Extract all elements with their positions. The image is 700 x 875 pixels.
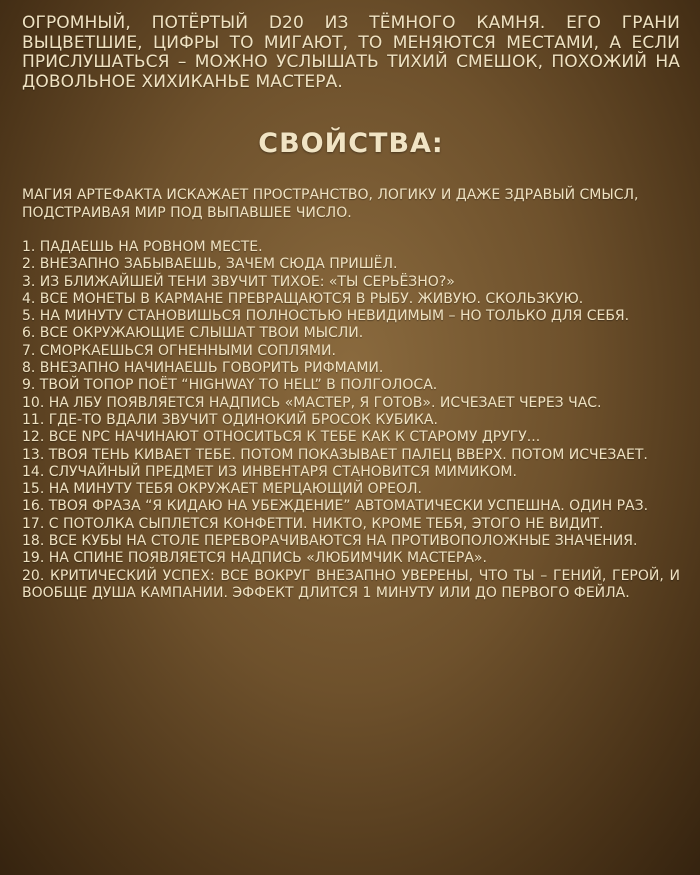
effect-item: 18. ВСЕ КУБЫ НА СТОЛЕ ПЕРЕВОРАЧИВАЮТСЯ НА ПРОТИВОПОЛОЖНЫЕ ЗНАЧЕНИЯ. (22, 533, 638, 550)
effect-item: 10. НА ЛБУ ПОЯВЛЯЕТСЯ НАДПИСЬ «МАСТЕР, Я ГОТОВ». ИСЧЕЗАЕТ ЧЕРЕЗ ЧАС. (22, 394, 602, 411)
effect-item: 4. ВСЕ МОНЕТЫ В КАРМАНЕ ПРЕВРАЩАЮТСЯ В РЫБУ. ЖИВУЮ. СКОЛЬЗКУЮ. (22, 290, 584, 307)
effect-item: 15. НА МИНУТУ ТЕБЯ ОКРУЖАЕТ МЕРЦАЮЩИЙ ОРЕОЛ. (22, 481, 422, 498)
effect-item: 5. НА МИНУТУ СТАНОВИШЬСЯ ПОЛНОСТЬЮ НЕВИДИМЫМ – НО ТОЛЬКО ДЛЯ СЕБЯ. (22, 308, 630, 325)
properties-heading: СВОЙСТВА: (258, 128, 444, 159)
effect-item: 19. НА СПИНЕ ПОЯВЛЯЕТСЯ НАДПИСЬ «ЛЮБИМЧИК МАСТЕРА». (22, 550, 487, 567)
effect-item: 2. ВНЕЗАПНО ЗАБЫВАЕШЬ, ЗАЧЕМ СЮДА ПРИШЁЛ. (22, 256, 398, 273)
effect-item: 8. ВНЕЗАПНО НАЧИНАЕШЬ ГОВОРИТЬ РИФМАМИ. (22, 360, 384, 377)
effect-item: 16. ТВОЯ ФРАЗА “Я КИДАЮ НА УБЕЖДЕНИЕ” АВТОМАТИЧЕСКИ УСПЕШНА. ОДИН РАЗ. (22, 498, 649, 515)
effect-item: 12. ВСЕ NPC НАЧИНАЮТ ОТНОСИТЬСЯ К ТЕБЕ КАК К СТАРОМУ ДРУГУ... (22, 429, 541, 446)
effect-item: 9. ТВОЙ ТОПОР ПОЁТ “HIGHWAY TO HELL” В ПОЛГОЛОСА. (22, 377, 438, 394)
effects-list (22, 239, 680, 602)
effect-item: 17. С ПОТОЛКА СЫПЛЕТСЯ КОНФЕТТИ. НИКТО, КРОМЕ ТЕБЯ, ЭТОГО НЕ ВИДИТ. (22, 515, 604, 532)
effect-item: 14. СЛУЧАЙНЫЙ ПРЕДМЕТ ИЗ ИНВЕНТАРЯ СТАНОВИТСЯ МИМИКОМ. (22, 463, 517, 480)
effect-item: 13. ТВОЯ ТЕНЬ КИВАЕТ ТЕБЕ. ПОТОМ ПОКАЗЫВАЕТ ПАЛЕЦ ВВЕРХ. ПОТОМ ИСЧЕЗАЕТ. (22, 446, 648, 463)
effect-item: 6. ВСЕ ОКРУЖАЮЩИЕ СЛЫШАТ ТВОИ МЫСЛИ. (22, 325, 364, 342)
effect-item: 3. ИЗ БЛИЖАЙШЕЙ ТЕНИ ЗВУЧИТ ТИХОЕ: «ТЫ СЕРЬЁЗНО?» (22, 273, 455, 290)
effect-item: 11. ГДЕ-ТО ВДАЛИ ЗВУЧИТ ОДИНОКИЙ БРОСОК КУБИКА. (22, 411, 438, 428)
effect-item: 20. КРИТИЧЕСКИЙ УСПЕХ: ВСЕ ВОКРУГ ВНЕЗАПНО УВЕРЕНЫ, ЧТО ТЫ – ГЕНИЙ, ГЕРОЙ, И ВООБЩЕ ДУША КАМПАНИИ. ЭФФЕКТ ДЛИТСЯ 1 МИНУТУ ИЛИ ДО ПЕРВОГО ФЕЙЛА. (22, 567, 680, 601)
item-description-intro: ОГРОМНЫЙ, ПОТЁРТЫЙ D20 ИЗ ТЁМНОГО КАМНЯ. ЕГО ГРАНИ ВЫЦВЕТШИЕ, ЦИФРЫ ТО МИГАЮТ, ТО МЕНЯЮТСЯ МЕСТАМИ, А ЕСЛИ ПРИСЛУШАТЬСЯ – МОЖНО УСЛЫШАТЬ ТИХИЙ СМЕШОК, ПОХОЖИЙ НА ДОВОЛЬНОЕ ХИХИКАНЬЕ МАСТЕРА. (22, 13, 680, 92)
effect-item: 7. СМОРКАЕШЬСЯ ОГНЕННЫМИ СОПЛЯМИ. (22, 342, 336, 359)
properties-description: МАГИЯ АРТЕФАКТА ИСКАЖАЕТ ПРОСТРАНСТВО, ЛОГИКУ И ДАЖЕ ЗДРАВЫЙ СМЫСЛ, ПОДСТРАИВАЯ МИР ПОД ВЫПАВШЕЕ ЧИСЛО. (22, 187, 639, 221)
effect-item: 1. ПАДАЕШЬ НА РОВНОМ МЕСТЕ. (22, 239, 263, 255)
